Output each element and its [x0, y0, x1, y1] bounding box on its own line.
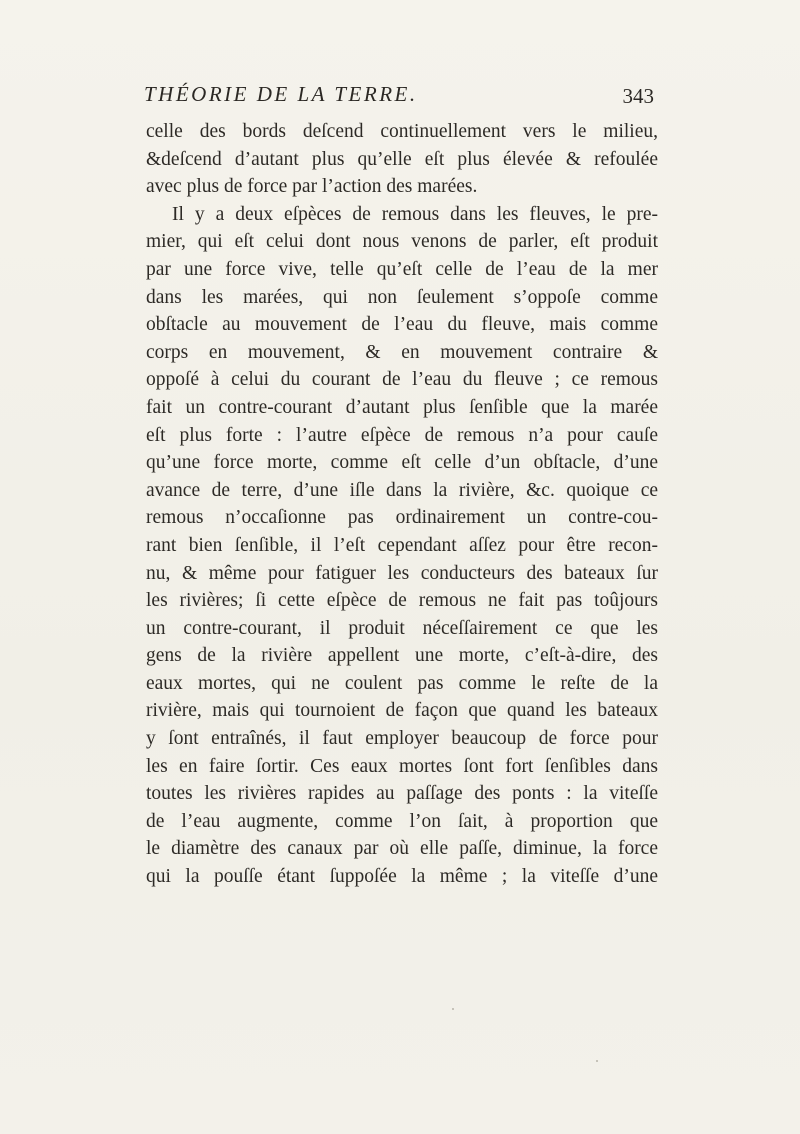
text-line: &deſcend d’autant plus qu’elle eſt plus élevée & refoulée [146, 148, 658, 170]
text-line: les rivières; ſi cette eſpèce de remous ne fait pas toûjours [146, 590, 658, 612]
text-line: eaux mortes, qui ne coulent pas comme le reſte de la [146, 672, 658, 694]
text-line: toutes les rivières rapides au paſſage des ponts : la viteſſe [146, 783, 658, 805]
text-line: avance de terre, d’une iſle dans la rivière, &c. quoique ce [146, 479, 658, 501]
running-title: THÉORIE DE LA TERRE. [144, 82, 418, 106]
text-line: rivière, mais qui tournoient de façon que quand les bateaux [146, 700, 658, 722]
text-line: nu, & même pour fatiguer les conducteurs des bateaux ſur [146, 562, 658, 584]
text-line: rant bien ſenſible, il l’eſt cependant aſſez pour être recon- [146, 534, 658, 556]
text-line: de l’eau augmente, comme l’on ſait, à proportion que [146, 810, 658, 832]
paper-speck [452, 1008, 454, 1010]
text-line: avec plus de force par l’action des marées. [146, 176, 478, 198]
text-line: Il y a deux eſpèces de remous dans les fleuves, le pre- [172, 203, 658, 225]
paper-speck [596, 1060, 598, 1062]
text-line: dans les marées, qui non ſeulement s’oppoſe comme [146, 286, 658, 308]
text-line: oppoſé à celui du courant de l’eau du fleuve ; ce remous [146, 369, 658, 391]
text-line: les en faire ſortir. Ces eaux mortes ſont fort ſenſibles dans [146, 755, 658, 777]
text-line: gens de la rivière appellent une morte, c’eſt-à-dire, des [146, 645, 658, 667]
text-line: celle des bords deſcend continuellement vers le milieu, [146, 121, 658, 142]
page-header [138, 82, 658, 116]
text-line: remous n’occaſionne pas ordinairement un contre-cou- [146, 507, 658, 529]
text-line: qui la pouſſe étant ſuppoſée la même ; la viteſſe d’une [146, 866, 658, 888]
page-number: 343 [622, 84, 654, 108]
text-line: qu’une force morte, comme eſt celle d’un obſtacle, d’une [146, 452, 658, 474]
text-line: obſtacle au mouvement de l’eau du fleuve, mais comme [146, 314, 658, 336]
text-line: par une force vive, telle qu’eſt celle de l’eau de la mer [146, 258, 658, 280]
text-line: eſt plus forte : l’autre eſpèce de remous n’a pour cauſe [146, 424, 658, 446]
text-line: fait un contre-courant d’autant plus ſenſible que la marée [146, 396, 658, 418]
body-text [146, 118, 658, 891]
text-line: le diamètre des canaux par où elle paſſe, diminue, la force [146, 838, 658, 860]
text-line: y ſont entraînés, il faut employer beaucoup de force pour [146, 728, 658, 750]
text-line: corps en mouvement, & en mouvement contraire & [146, 341, 658, 363]
text-line: mier, qui eſt celui dont nous venons de parler, eſt produit [146, 231, 658, 253]
text-line: un contre-courant, il produit néceſſairement ce que les [146, 617, 658, 639]
